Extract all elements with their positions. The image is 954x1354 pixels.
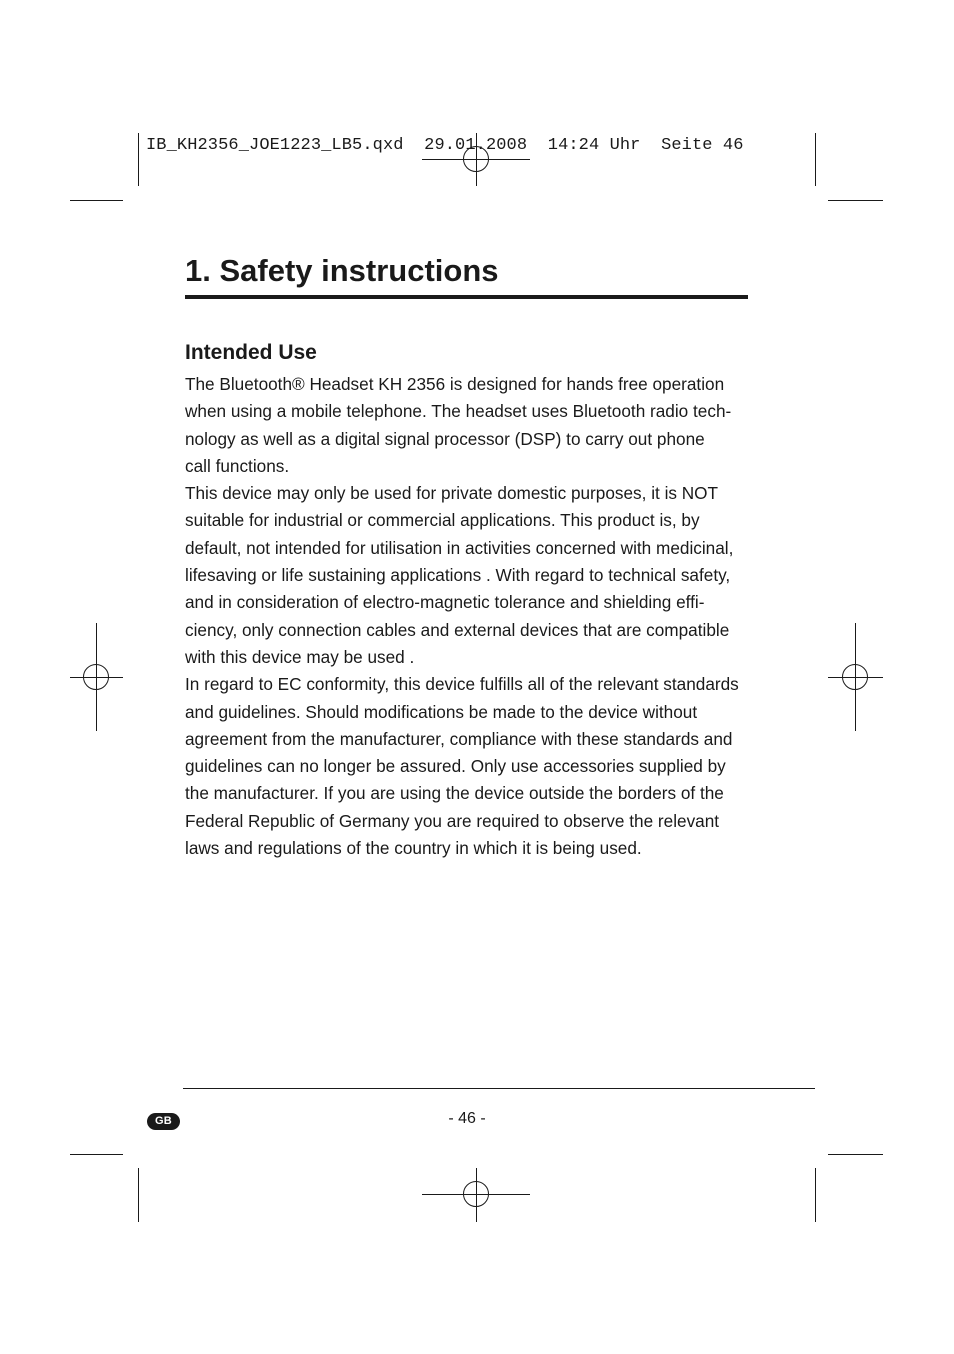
page-title: 1. Safety instructions <box>185 253 499 288</box>
crop-mark-top-left-horizontal <box>70 200 123 201</box>
crop-mark-bottom-right-vertical <box>815 1168 816 1222</box>
crop-mark-top-right-vertical <box>815 133 816 186</box>
language-badge: GB <box>147 1113 180 1130</box>
paragraph-intended-use-1: The Bluetooth® Headset KH 2356 is designed for hands free operation when using a mobile telephone. The headset uses Bluetooth radio tech- nology as well as a digital signal processor (DSP) to carry out phone call functions. <box>185 374 732 476</box>
registration-mark-left-circle <box>83 664 109 690</box>
section-body <box>185 371 750 862</box>
section-heading: Intended Use <box>185 341 317 364</box>
footer-rule <box>183 1088 815 1089</box>
title-underline <box>185 295 748 299</box>
paragraph-intended-use-3: In regard to EC conformity, this device fulfills all of the relevant standards and guidelines. Should modifications be made to the device without agreement from the manufacturer, compliance with these standards and guidelines can no longer be assured. Only use accessories supplied by the manufacturer. If you are using the device outside the borders of the Federal Republic of Germany you are required to observe the relevant laws and regulations of the country in which it is being used. <box>185 674 739 859</box>
paragraph-intended-use-2: This device may only be used for private domestic purposes, it is NOT suitable for industrial or commercial applications. This product is, by default, not intended for utilisation in activities concerned with medicinal, lifesaving or life sustaining applications . With regard to technical safety, and in consideration of electro-magnetic tolerance and shielding effi- ciency, only connection cables and external devices that are compatible with this device may be used . <box>185 483 734 667</box>
crop-mark-bottom-left-horizontal <box>70 1154 123 1155</box>
print-slug: IB_KH2356_JOE1223_LB5.qxd 29.01.2008 14:24 Uhr Seite 46 <box>146 136 744 155</box>
registration-mark-right-circle <box>842 664 868 690</box>
crop-mark-top-left-vertical <box>138 133 139 186</box>
page-number: - 46 - <box>448 1110 486 1127</box>
crop-mark-bottom-right-horizontal <box>828 1154 883 1155</box>
registration-mark-bottom-circle <box>463 1181 489 1207</box>
crop-mark-top-right-horizontal <box>828 200 883 201</box>
crop-mark-bottom-left-vertical <box>138 1168 139 1222</box>
